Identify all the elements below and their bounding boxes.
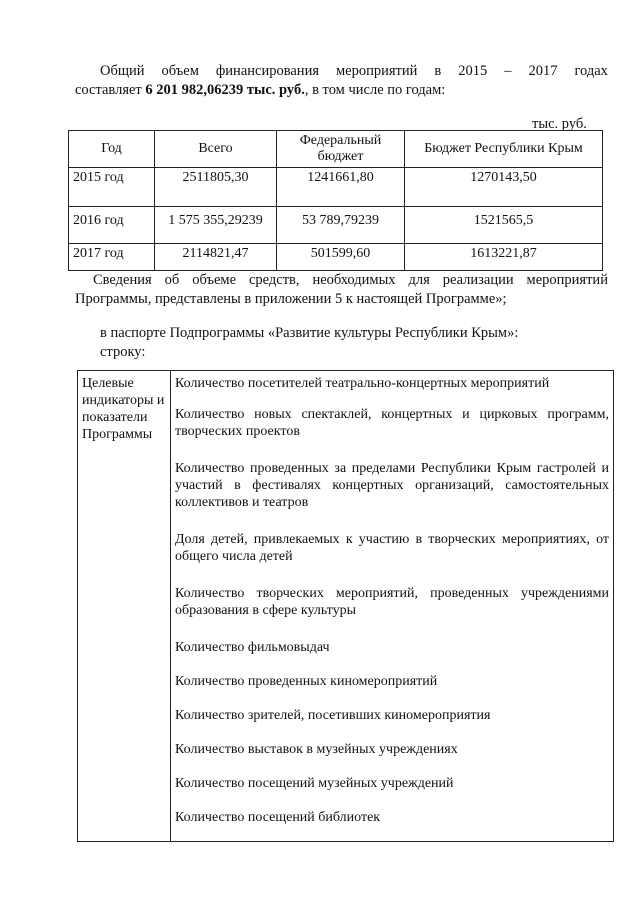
header-year: Год	[69, 131, 155, 168]
info-word: средств,	[248, 272, 300, 288]
intro-prefix: составляет	[75, 82, 146, 98]
cell-federal: 53 789,79239	[277, 207, 405, 244]
info-word: для	[408, 272, 430, 288]
info-word: Сведения	[93, 272, 152, 288]
cell-year: 2017 год	[69, 244, 155, 271]
info-line-2: Программы, представлены в приложении 5 к настоящей Программе»;	[75, 291, 507, 307]
info-word: реализации	[442, 272, 514, 288]
cell-total: 1 575 355,29239	[155, 207, 277, 244]
intro-line-2	[75, 81, 445, 99]
table-header-row	[69, 131, 603, 168]
intro-word: мероприятий	[335, 63, 418, 79]
indicator-item: Количество выставок в музейных учреждениях	[175, 742, 458, 757]
info-word: необходимых	[312, 272, 396, 288]
intro-word: годах	[574, 63, 608, 79]
indicators-label: Целевые индикаторы и показатели Программы	[78, 371, 171, 842]
cell-regional: 1521565,5	[405, 207, 603, 244]
cell-total: 2114821,47	[155, 244, 277, 271]
info-word: объеме	[192, 272, 237, 288]
indicator-item: Количество проведенных киномероприятий	[175, 674, 438, 689]
cell-year: 2016 год	[69, 207, 155, 244]
table-row	[69, 168, 603, 207]
indicator-item: Количество фильмовыдач	[175, 640, 330, 655]
indicators-list	[171, 371, 614, 842]
intro-suffix: , в том числе по годам:	[304, 82, 446, 98]
indicator-item: Количество посещений музейных учреждений	[175, 776, 454, 791]
indicator-item: Количество творческих мероприятий, проведенных учреждениями образования в сфере культуры	[175, 586, 609, 618]
indicator-item: Количество проведенных за пределами Республики Крым гастролей и участий в фестивалях концертных организаций, самостоятельных коллективов и театров	[175, 461, 609, 510]
intro-word: 2015	[458, 63, 488, 79]
indicator-item: Количество зрителей, посетивших киномероприятия	[175, 708, 491, 723]
cell-federal: 501599,60	[277, 244, 405, 271]
cell-year: 2015 год	[69, 168, 155, 207]
intro-word: финансирования	[215, 63, 319, 79]
intro-word: –	[504, 63, 512, 79]
intro-line-1	[100, 62, 608, 80]
cell-total: 2511805,30	[155, 168, 277, 207]
indicator-item: Доля детей, привлекаемых к участию в творческих мероприятиях, от общего числа детей	[175, 532, 609, 564]
info-line-1	[93, 271, 608, 289]
passport-line: в паспорте Подпрограммы «Развитие культуры Республики Крым»:	[100, 325, 519, 341]
indicator-item: Количество посещений библиотек	[175, 810, 381, 825]
indicators-table	[77, 370, 614, 842]
cell-regional: 1613221,87	[405, 244, 603, 271]
financing-table	[68, 130, 603, 271]
header-federal: Федеральный бюджет	[277, 131, 405, 168]
info-word: об	[164, 272, 180, 288]
intro-word: в	[434, 63, 442, 79]
units-label: тыс. руб.	[532, 116, 587, 132]
header-regional: Бюджет Республики Крым	[405, 131, 603, 168]
intro-word: Общий	[100, 63, 145, 79]
table-row	[69, 207, 603, 244]
info-word: мероприятий	[526, 272, 608, 288]
intro-word: 2017	[528, 63, 558, 79]
cell-federal: 1241661,80	[277, 168, 405, 207]
table-row	[69, 244, 603, 271]
row-word: строку:	[100, 344, 146, 360]
intro-word: объем	[161, 63, 199, 79]
indicator-item: Количество новых спектаклей, концертных и цирковых программ, творческих проектов	[175, 407, 609, 439]
indicator-item: Количество посетителей театрально-концертных мероприятий	[175, 376, 550, 391]
header-total: Всего	[155, 131, 277, 168]
cell-regional: 1270143,50	[405, 168, 603, 207]
total-amount: 6 201 982,06239 тыс. руб.	[145, 82, 305, 98]
indicators-row	[78, 371, 614, 842]
